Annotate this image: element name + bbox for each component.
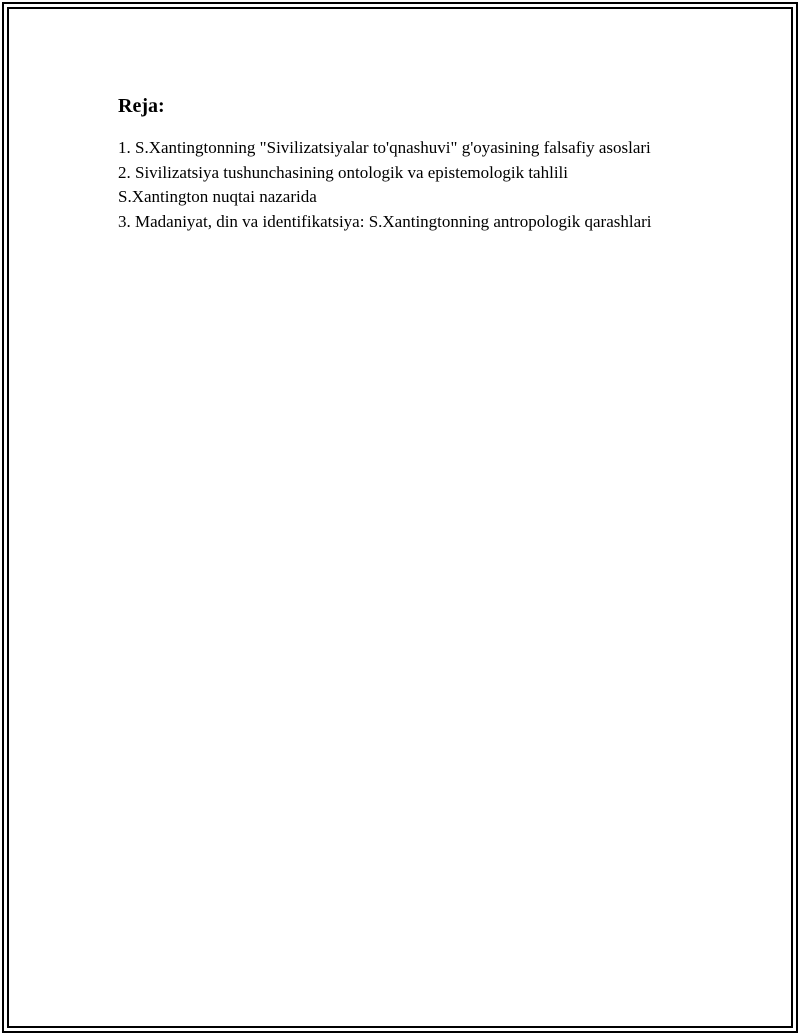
- page-content: [118, 92, 658, 234]
- plan-list: [118, 136, 658, 234]
- plan-item-1: 1. S.Xantingtonning "Sivilizatsiyalar to'qnashuvi" g'oyasining falsafiy asoslari: [118, 138, 651, 157]
- plan-heading: Reja:: [118, 95, 165, 117]
- plan-item-3: 3. Madaniyat, din va identifikatsiya: S.Xantingtonning antropologik qarashlari: [118, 211, 652, 231]
- plan-item-2: 2. Sivilizatsiya tushunchasining ontologik va epistemologik tahlili S.Xantington nuqtai nazarida: [118, 162, 568, 206]
